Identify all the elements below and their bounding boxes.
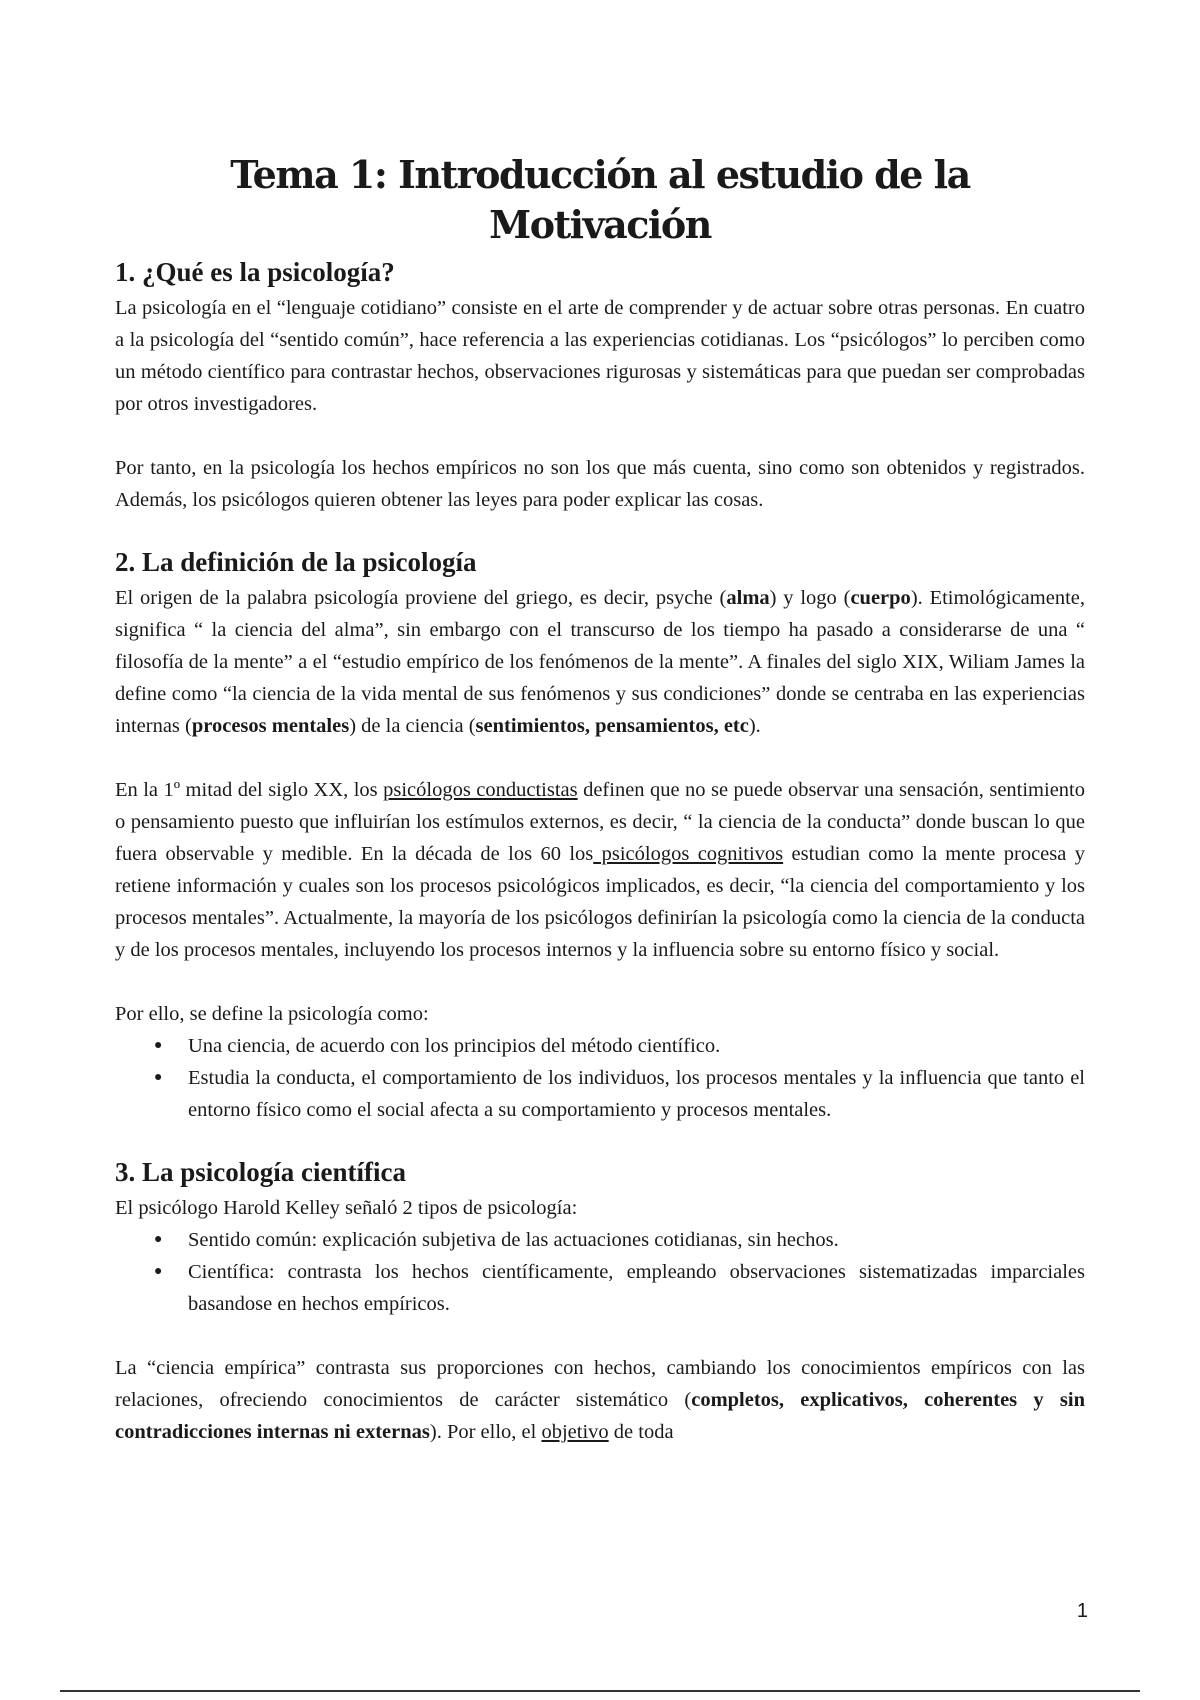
underlined-psicologos-cognitivos: psicólogos cognitivos: [593, 843, 784, 865]
text-run: El origen de la palabra psicología proviene del griego, es decir, psyche (: [115, 587, 727, 609]
section-3-heading: 3. La psicología científica: [115, 1157, 406, 1187]
page-number: 1: [1076, 1600, 1088, 1622]
text-run: definen que no se puede observar una sensación, sentimiento o pensamiento puesto que influirían los estímulos externos, es decir, “ la ciencia de la conducta” donde buscan lo que fuera observable y medible. En la década de los 60 los: [115, 779, 1085, 865]
page-content: [115, 150, 1085, 1448]
section-2-paragraph-3: Por ello, se define la psicología como:: [115, 1003, 429, 1025]
spacer: [115, 742, 1085, 774]
text-run: estudian como la mente procesa y retiene información y cuales son los procesos psicológicos implicados, es decir, “la ciencia del comportamiento y los procesos mentales”. Actualmente, la mayoría de los psicólogos definirían la psicología como la ciencia de la conducta y de los procesos mentales, incluyendo los procesos internos y la influencia sobre su entorno físico y social.: [115, 843, 1085, 961]
section-2-paragraph-1: [115, 582, 1085, 742]
spacer: [115, 420, 1085, 452]
underlined-psicologos-conductistas: psicólogos conductistas: [383, 779, 578, 801]
section-2-paragraph-2: [115, 774, 1085, 966]
text-run: ) de la ciencia (: [349, 715, 476, 737]
bold-term-alma: alma: [726, 587, 770, 609]
text-run: de toda: [608, 1421, 674, 1443]
section-3-paragraph-2: [115, 1352, 1085, 1448]
document-title: Tema 1: Introducción al estudio de la Motivación: [230, 152, 970, 247]
bold-term-cuerpo: cuerpo: [850, 587, 911, 609]
spacer: [115, 1126, 1085, 1144]
list-item: ● Una ciencia, de acuerdo con los principios del método científico.: [188, 1030, 1085, 1062]
spacer: [115, 966, 1085, 998]
page-bottom-divider: [60, 1690, 1140, 1692]
section-2-bullet-list: [115, 1030, 1085, 1126]
bold-term-procesos-mentales: procesos mentales: [191, 715, 350, 737]
underlined-objetivo: objetivo: [541, 1421, 609, 1443]
section-2-heading: 2. La definición de la psicología: [115, 547, 477, 577]
list-item: ● Científica: contrasta los hechos científicamente, empleando observaciones sistematizadas imparciales basandose en hechos empíricos.: [188, 1256, 1085, 1320]
text-run: ).: [748, 715, 761, 737]
text-run: ). Por ello, el: [429, 1421, 542, 1443]
spacer: [115, 516, 1085, 534]
section-1-heading: 1. ¿Qué es la psicología?: [115, 257, 395, 287]
text-run: ) y logo (: [769, 587, 851, 609]
spacer: [115, 1320, 1085, 1352]
section-1-paragraph-2: Por tanto, en la psicología los hechos empíricos no son los que más cuenta, sino como son obtenidos y registrados. Además, los psicólogos quieren obtener las leyes para poder explicar las cosas.: [115, 457, 1085, 511]
section-1-paragraph-1: La psicología en el “lenguaje cotidiano” consiste en el arte de comprender y de actuar sobre otras personas. En cuatro a la psicología del “sentido común”, hace referencia a las experiencias cotidianas. Los “psicólogos” lo perciben como un método científico para contrastar hechos, observaciones rigurosas y sistemáticas para que puedan ser comprobadas por otros investigadores.: [115, 297, 1085, 415]
text-run: ). Etimológicamente, significa “ la ciencia del alma”, sin embargo con el transcurso de los tiempo ha pasado a considerarse de una “ filosofía de la mente” a el “estudio empírico de los fenómenos de la mente”. A finales del siglo XIX, Wiliam James la define como “la ciencia de la vida mental de sus fenómenos y sus condiciones” donde se centraba en las experiencias internas (: [115, 587, 1085, 737]
section-3-bullet-list: [115, 1224, 1085, 1320]
list-item: ● Sentido común: explicación subjetiva de las actuaciones cotidianas, sin hechos.: [188, 1224, 1085, 1256]
text-run: La “ciencia empírica” contrasta sus proporciones con hechos, cambiando los conocimientos empíricos con las relaciones, ofreciendo conocimientos de carácter sistemático (: [115, 1357, 1085, 1411]
bold-term-sentimientos: sentimientos, pensamientos, etc: [475, 715, 749, 737]
bold-term-completos: completos, explicativos, coherentes y sin contradicciones internas ni externas: [115, 1389, 1085, 1443]
section-3-paragraph-1: El psicólogo Harold Kelley señaló 2 tipos de psicología:: [115, 1197, 578, 1219]
list-item: ● Estudia la conducta, el comportamiento de los individuos, los procesos mentales y la influencia que tanto el entorno físico como el social afecta a su comportamiento y procesos mentales.: [188, 1062, 1085, 1126]
text-run: En la 1º mitad del siglo XX, los: [115, 779, 384, 801]
